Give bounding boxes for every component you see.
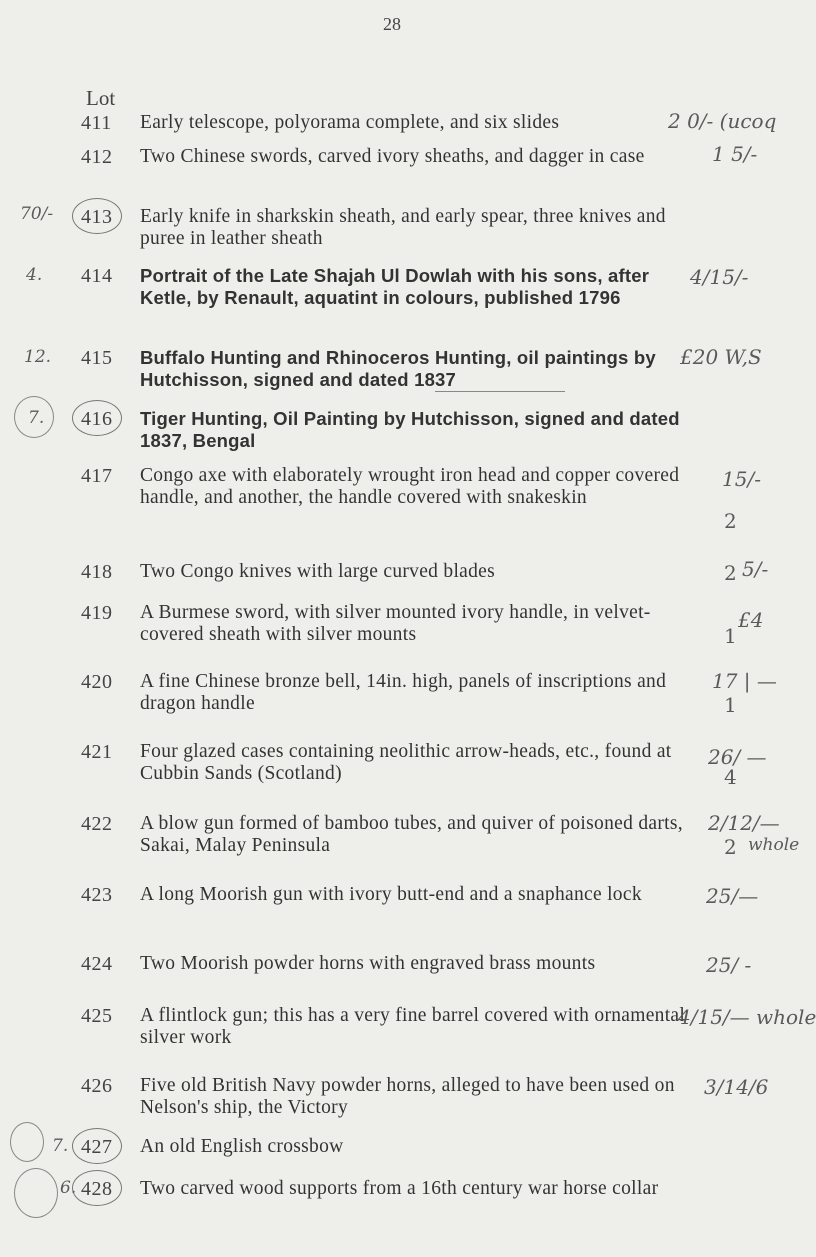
handwritten-note: whole xyxy=(748,835,800,855)
handwritten-price: 4/15/- xyxy=(690,265,749,289)
lot-quantity: 1 xyxy=(724,624,737,648)
lot-number: 427 xyxy=(81,1136,113,1158)
lot-description: Buffalo Hunting and Rhinoceros Hunting, oil paintings by Hutchisson, signed and dated 1837 xyxy=(140,347,656,390)
lot-number: 423 xyxy=(81,884,113,906)
handwritten-margin-note: 70/- xyxy=(20,204,54,224)
lot-number: 411 xyxy=(81,112,112,134)
underline-mark xyxy=(435,391,565,392)
lot-number: 412 xyxy=(81,146,113,168)
lot-heading: Lot xyxy=(86,86,116,110)
handwritten-margin-note: 7. xyxy=(28,408,45,428)
margin-circle-mark xyxy=(10,1122,44,1162)
lot-number: 428 xyxy=(81,1178,113,1200)
lot-quantity: 4 xyxy=(724,765,737,789)
lot-description: A blow gun formed of bamboo tubes, and quiver of poisoned darts, Sakai, Malay Peninsula xyxy=(140,813,683,856)
lot-description: Portrait of the Late Shajah Ul Dowlah with his sons, after Ketle, by Renault, aquatint in colours, published 1796 xyxy=(140,265,650,308)
handwritten-price: 25/ - xyxy=(706,953,752,977)
lot-description: A long Moorish gun with ivory butt-end and a snaphance lock xyxy=(140,884,642,905)
lot-description: Early telescope, polyorama complete, and six slides xyxy=(140,112,560,133)
handwritten-margin-note: 12. xyxy=(24,347,52,367)
handwritten-price: 17 | — xyxy=(712,669,777,693)
lot-description: A fine Chinese bronze bell, 14in. high, panels of inscriptions and dragon handle xyxy=(140,671,667,714)
lot-quantity: 1 xyxy=(724,693,737,717)
lot-number: 425 xyxy=(81,1005,113,1027)
lot-quantity: 2 xyxy=(724,835,737,859)
handwritten-price: 25/— xyxy=(706,884,759,908)
handwritten-price: 3/14/6 xyxy=(704,1075,769,1099)
lot-number: 415 xyxy=(81,347,113,369)
margin-circle-mark xyxy=(14,1168,58,1218)
lot-number: 424 xyxy=(81,953,113,975)
lot-number: 416 xyxy=(81,408,113,430)
handwritten-price: 1 5/- xyxy=(712,142,758,166)
handwritten-margin-note: 4. xyxy=(26,265,43,285)
handwritten-price: 4/15/— whole xyxy=(678,1005,816,1029)
handwritten-price: £20 W,S xyxy=(680,345,762,369)
lot-description: Tiger Hunting, Oil Painting by Hutchisson, signed and dated 1837, Bengal xyxy=(140,408,680,451)
lot-number: 426 xyxy=(81,1075,113,1097)
lot-number: 413 xyxy=(81,206,113,228)
lot-description: Congo axe with elaborately wrought iron head and copper covered handle, and another, the handle covered with snakeskin xyxy=(140,465,680,508)
lot-number: 421 xyxy=(81,741,113,763)
handwritten-margin-note: 6. xyxy=(60,1178,77,1198)
lot-number: 419 xyxy=(81,602,113,624)
lot-description: Two carved wood supports from a 16th century war horse collar xyxy=(140,1178,659,1199)
lot-description: A Burmese sword, with silver mounted ivory handle, in velvet-covered sheath with silver mounts xyxy=(140,602,651,645)
handwritten-price: 5/- xyxy=(742,557,769,581)
lot-quantity: 2 xyxy=(724,561,737,585)
lot-description: Four glazed cases containing neolithic arrow-heads, etc., found at Cubbin Sands (Scotland) xyxy=(140,741,672,784)
handwritten-price: 26/ — xyxy=(708,745,767,769)
lot-number: 420 xyxy=(81,671,113,693)
lot-number: 418 xyxy=(81,561,113,583)
lot-description: Five old British Navy powder horns, alleged to have been used on Nelson's ship, the Victory xyxy=(140,1075,675,1118)
handwritten-price: 15/- xyxy=(722,467,761,491)
lot-description: A flintlock gun; this has a very fine barrel covered with ornamental silver work xyxy=(140,1005,686,1048)
handwritten-price: £4 xyxy=(738,608,764,632)
lot-description: Two Moorish powder horns with engraved brass mounts xyxy=(140,953,596,974)
handwritten-price: 2/12/— xyxy=(708,811,780,835)
lot-description: Two Congo knives with large curved blades xyxy=(140,561,496,582)
handwritten-margin-note: 7. xyxy=(52,1136,69,1156)
lot-number: 417 xyxy=(81,465,113,487)
handwritten-price: 2 0/- (ucoq xyxy=(668,109,777,133)
lot-number: 422 xyxy=(81,813,113,835)
lot-number: 414 xyxy=(81,265,113,287)
lot-description: Two Chinese swords, carved ivory sheaths, and dagger in case xyxy=(140,146,645,167)
lot-description: An old English crossbow xyxy=(140,1136,344,1157)
lot-description: Early knife in sharkskin sheath, and early spear, three knives and puree in leather sheath xyxy=(140,206,666,249)
lot-quantity: 2 xyxy=(724,509,737,533)
page-number: 28 xyxy=(383,14,401,34)
